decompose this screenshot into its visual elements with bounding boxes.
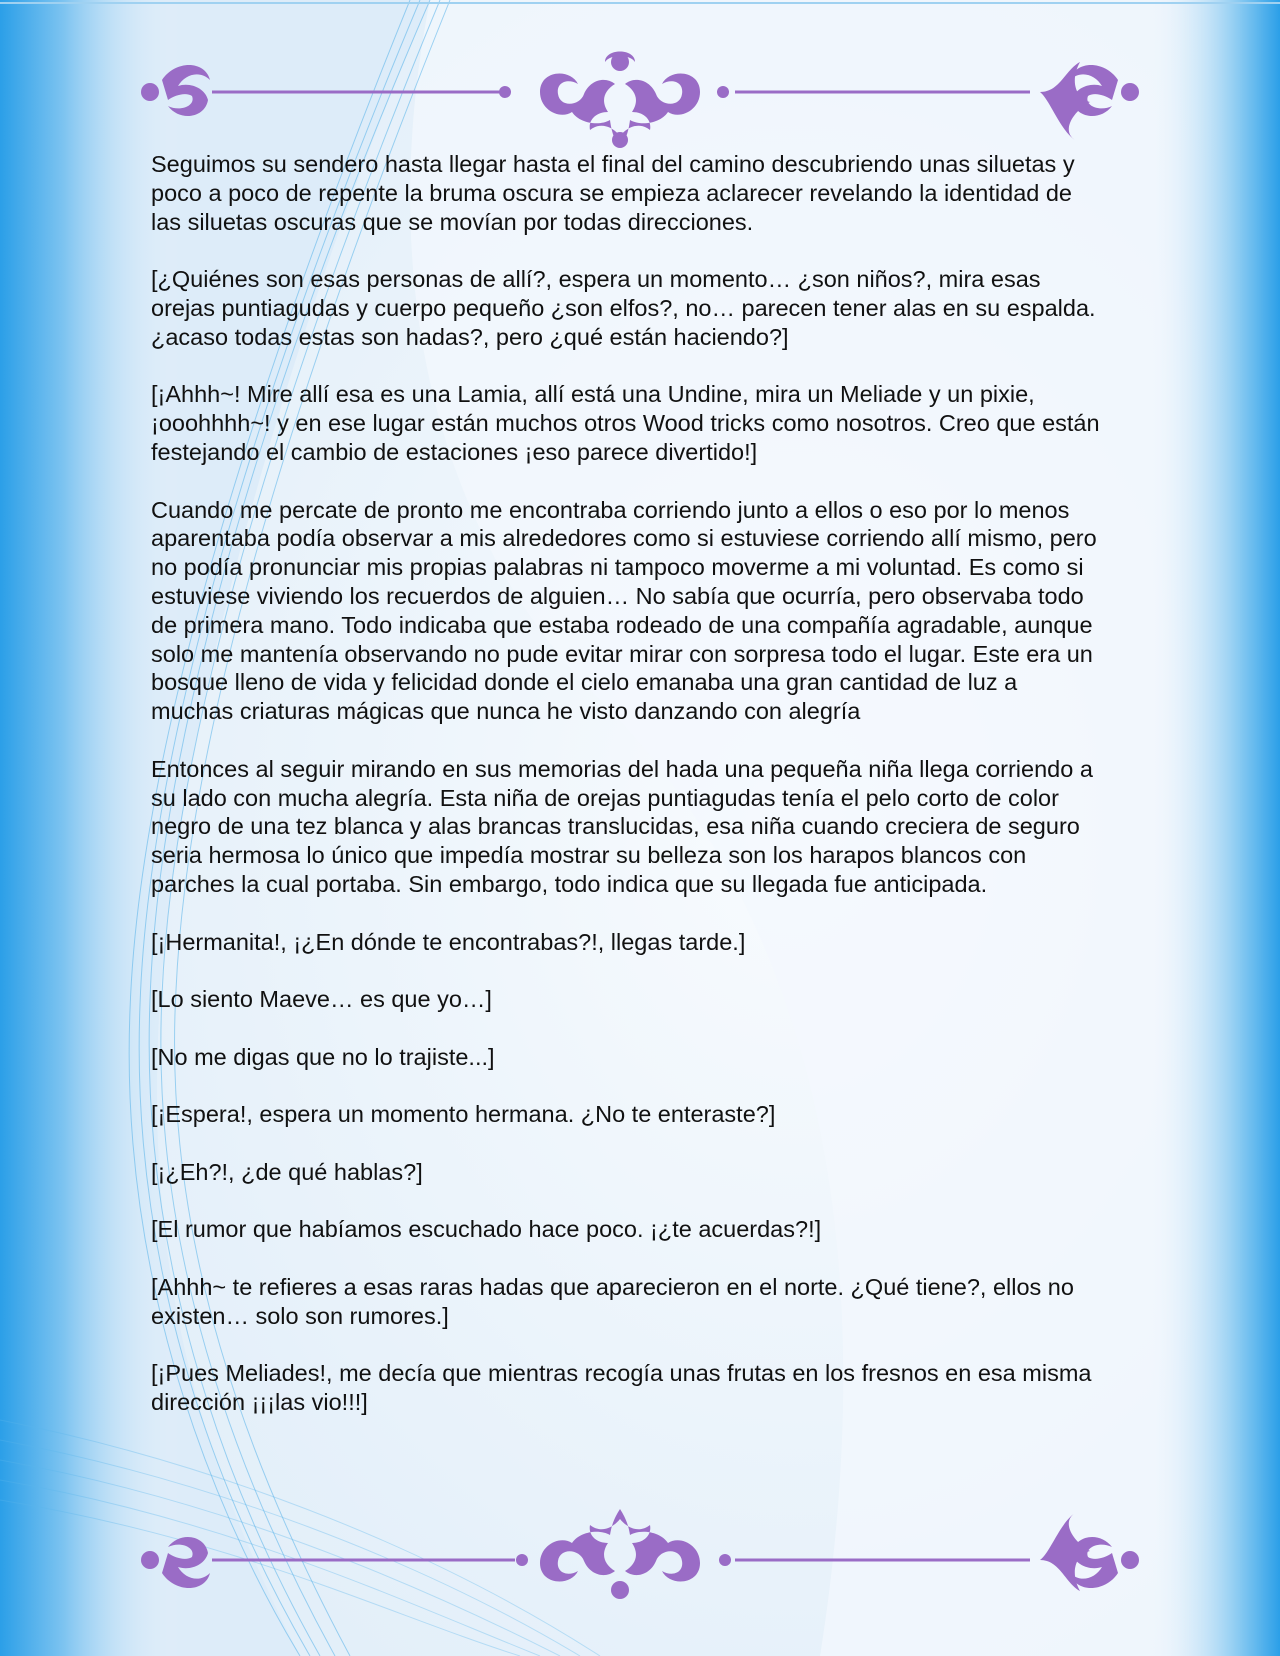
- dialogue-line: [Ahhh~ te refieres a esas raras hadas que aparecieron en el norte. ¿Qué tiene?, ellos no existen… solo son rumores.]: [151, 1274, 1074, 1329]
- dialogue-line: [¡Pues Meliades!, me decía que mientras recogía unas frutas en los fresnos en esa misma dirección ¡¡¡las vio!!!]: [151, 1360, 1092, 1416]
- paragraph: [¿Quiénes son esas personas de allí?, espera un momento… ¿son niños?, mira esas orejas puntiagudas y cuerpo pequeño ¿son elfos?, no… parecen tener alas en su espalda. ¿acaso todas estas son hadas?, pero ¿qué están haciendo?]: [151, 266, 1096, 350]
- dialogue-line: [¡Espera!, espera un momento hermana. ¿No te enteraste?]: [151, 1101, 776, 1128]
- scroll-divider-icon: [0, 1505, 1280, 1615]
- paragraph: Entonces al seguir mirando en sus memorias del hada una pequeña niña llega corriendo a su lado con mucha alegría. Esta niña de orejas puntiagudas tenía el pelo corto de color negro de una tez blanca y alas brancas translucidas, esa niña cuando creciera de seguro seria hermosa lo único que impedía mostrar su belleza son los harapos blancos con parches la cual portaba. Sin embargo, todo indica que su llegada fue anticipada.: [151, 755, 1093, 897]
- dialogue-line: [No me digas que no lo trajiste...]: [151, 1043, 495, 1070]
- dialogue-line: [¡¿Eh?!, ¿de qué hablas?]: [151, 1158, 423, 1185]
- dialogue-line: [El rumor que habíamos escuchado hace poco. ¡¿te acuerdas?!]: [151, 1216, 822, 1243]
- dialogue-line: [¡Hermanita!, ¡¿En dónde te encontrabas?!, llegas tarde.]: [151, 928, 746, 955]
- paragraph: Cuando me percate de pronto me encontraba corriendo junto a ellos o eso por lo menos aparentaba podía observar a mis alrededores como si estuviese corriendo allí mismo, pero no podía pronunciar mis propias palabras ni tampoco moverme a mi voluntad. Es como si estuviese viviendo los recuerdos de alguien… No sabía que ocurría, pero observaba todo de primera mano. Todo indicaba que estaba rodeado de una compañía agradable, aunque solo me mantenía observando no pude evitar mirar con sorpresa todo el lugar. Este era un bosque lleno de vida y felicidad donde el cielo emanaba una gran cantidad de luz a muchas criaturas mágicas que nunca he visto danzando con alegría: [151, 496, 1097, 725]
- paragraph: Seguimos su sendero hasta llegar hasta el final del camino descubriendo unas siluetas y poco a poco de repente la bruma oscura se empieza aclarecer revelando la identidad de las siluetas oscuras que se movían por todas direcciones.: [151, 151, 1075, 235]
- scroll-divider-icon: [0, 40, 1280, 150]
- document-body: [151, 150, 1101, 1446]
- paragraph: [¡Ahhh~! Mire allí esa es una Lamia, allí está una Undine, mira un Meliade y un pixie, ¡ooohhhh~! y en ese lugar están muchos otros Wood tricks como nosotros. Creo que están festejando el cambio de estaciones ¡eso parece divertido!]: [151, 381, 1100, 465]
- dialogue-line: [Lo siento Maeve… es que yo…]: [151, 986, 492, 1013]
